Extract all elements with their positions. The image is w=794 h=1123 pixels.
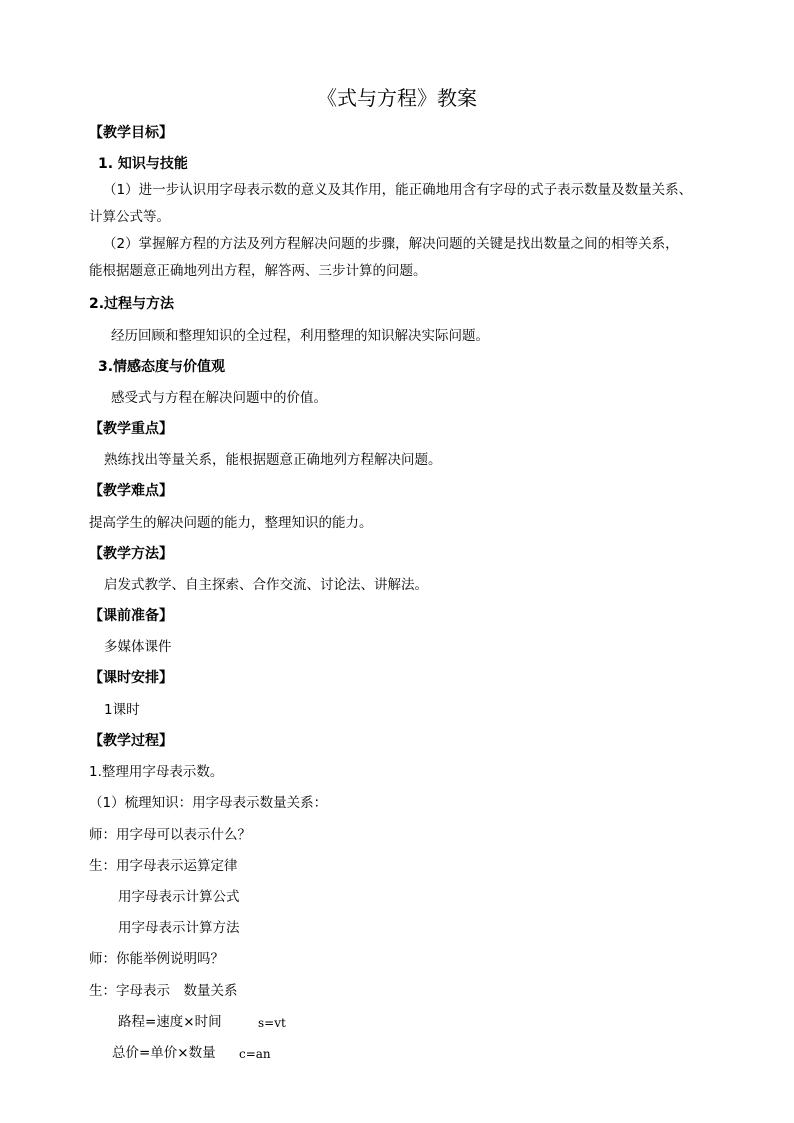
- emotion-values-text: 感受式与方程在解决问题中的价值。: [111, 390, 327, 406]
- preparation-text: 多媒体课件: [104, 639, 172, 655]
- student-answer-1: 生：用字母表示运算定律: [89, 858, 238, 874]
- procedure-step-1: 1.整理用字母表示数。: [89, 764, 224, 780]
- knowledge-item-2-line-1: （2）掌握解方程的方法及列方程解决问题的步骤，解决问题的关键是找出数量之间的相等关系，: [103, 236, 679, 252]
- example-1-relation: 路程=速度×时间: [118, 1014, 222, 1030]
- student-answer-2: 用字母表示计算公式: [118, 889, 240, 905]
- methods-heading: 【教学方法】: [89, 546, 173, 562]
- procedure-sub-1: （1）梳理知识：用字母表示数量关系：: [89, 795, 328, 811]
- document-title: 《式与方程》教案: [317, 86, 477, 110]
- knowledge-item-2-line-2: 能根据题意正确地列出方程，解答两、三步计算的问题。: [89, 263, 427, 279]
- teacher-question-1: 师：用字母可以表示什么？: [89, 827, 251, 843]
- knowledge-item-1-line-1: （1）进一步认识用字母表示数的意义及其作用，能正确地用含有字母的式子表示数量及数量关系、: [103, 182, 693, 198]
- preparation-heading: 【课前准备】: [89, 608, 173, 624]
- student-answer-b1: 生：字母表示 数量关系: [89, 983, 238, 999]
- schedule-heading: 【课时安排】: [89, 670, 173, 686]
- knowledge-item-1-line-2: 计算公式等。: [89, 209, 170, 225]
- procedure-heading: 【教学过程】: [89, 733, 173, 749]
- example-1-formula: s=vt: [258, 1016, 286, 1030]
- difficulties-heading: 【教学难点】: [89, 483, 173, 499]
- methods-text: 启发式教学、自主探索、合作交流、讨论法、讲解法。: [104, 577, 428, 593]
- key-points-heading: 【教学重点】: [89, 421, 173, 437]
- teacher-question-2: 师：你能举例说明吗？: [89, 951, 224, 967]
- difficulties-text: 提高学生的解决问题的能力，整理知识的能力。: [89, 515, 373, 531]
- process-method-text: 经历回顾和整理知识的全过程，利用整理的知识解决实际问题。: [111, 328, 489, 344]
- schedule-text: 1课时: [104, 702, 140, 718]
- emotion-values-heading: 3.情感态度与价值观: [98, 359, 226, 375]
- process-method-heading: 2.过程与方法: [89, 296, 175, 312]
- knowledge-skills-heading: 1. 知识与技能: [98, 156, 188, 172]
- example-2-formula: c=an: [239, 1047, 271, 1061]
- example-2-relation: 总价=单价×数量: [112, 1045, 216, 1061]
- objectives-heading: 【教学目标】: [89, 125, 173, 141]
- key-points-text: 熟练找出等量关系，能根据题意正确地列方程解决问题。: [104, 452, 442, 468]
- student-answer-3: 用字母表示计算方法: [118, 920, 240, 936]
